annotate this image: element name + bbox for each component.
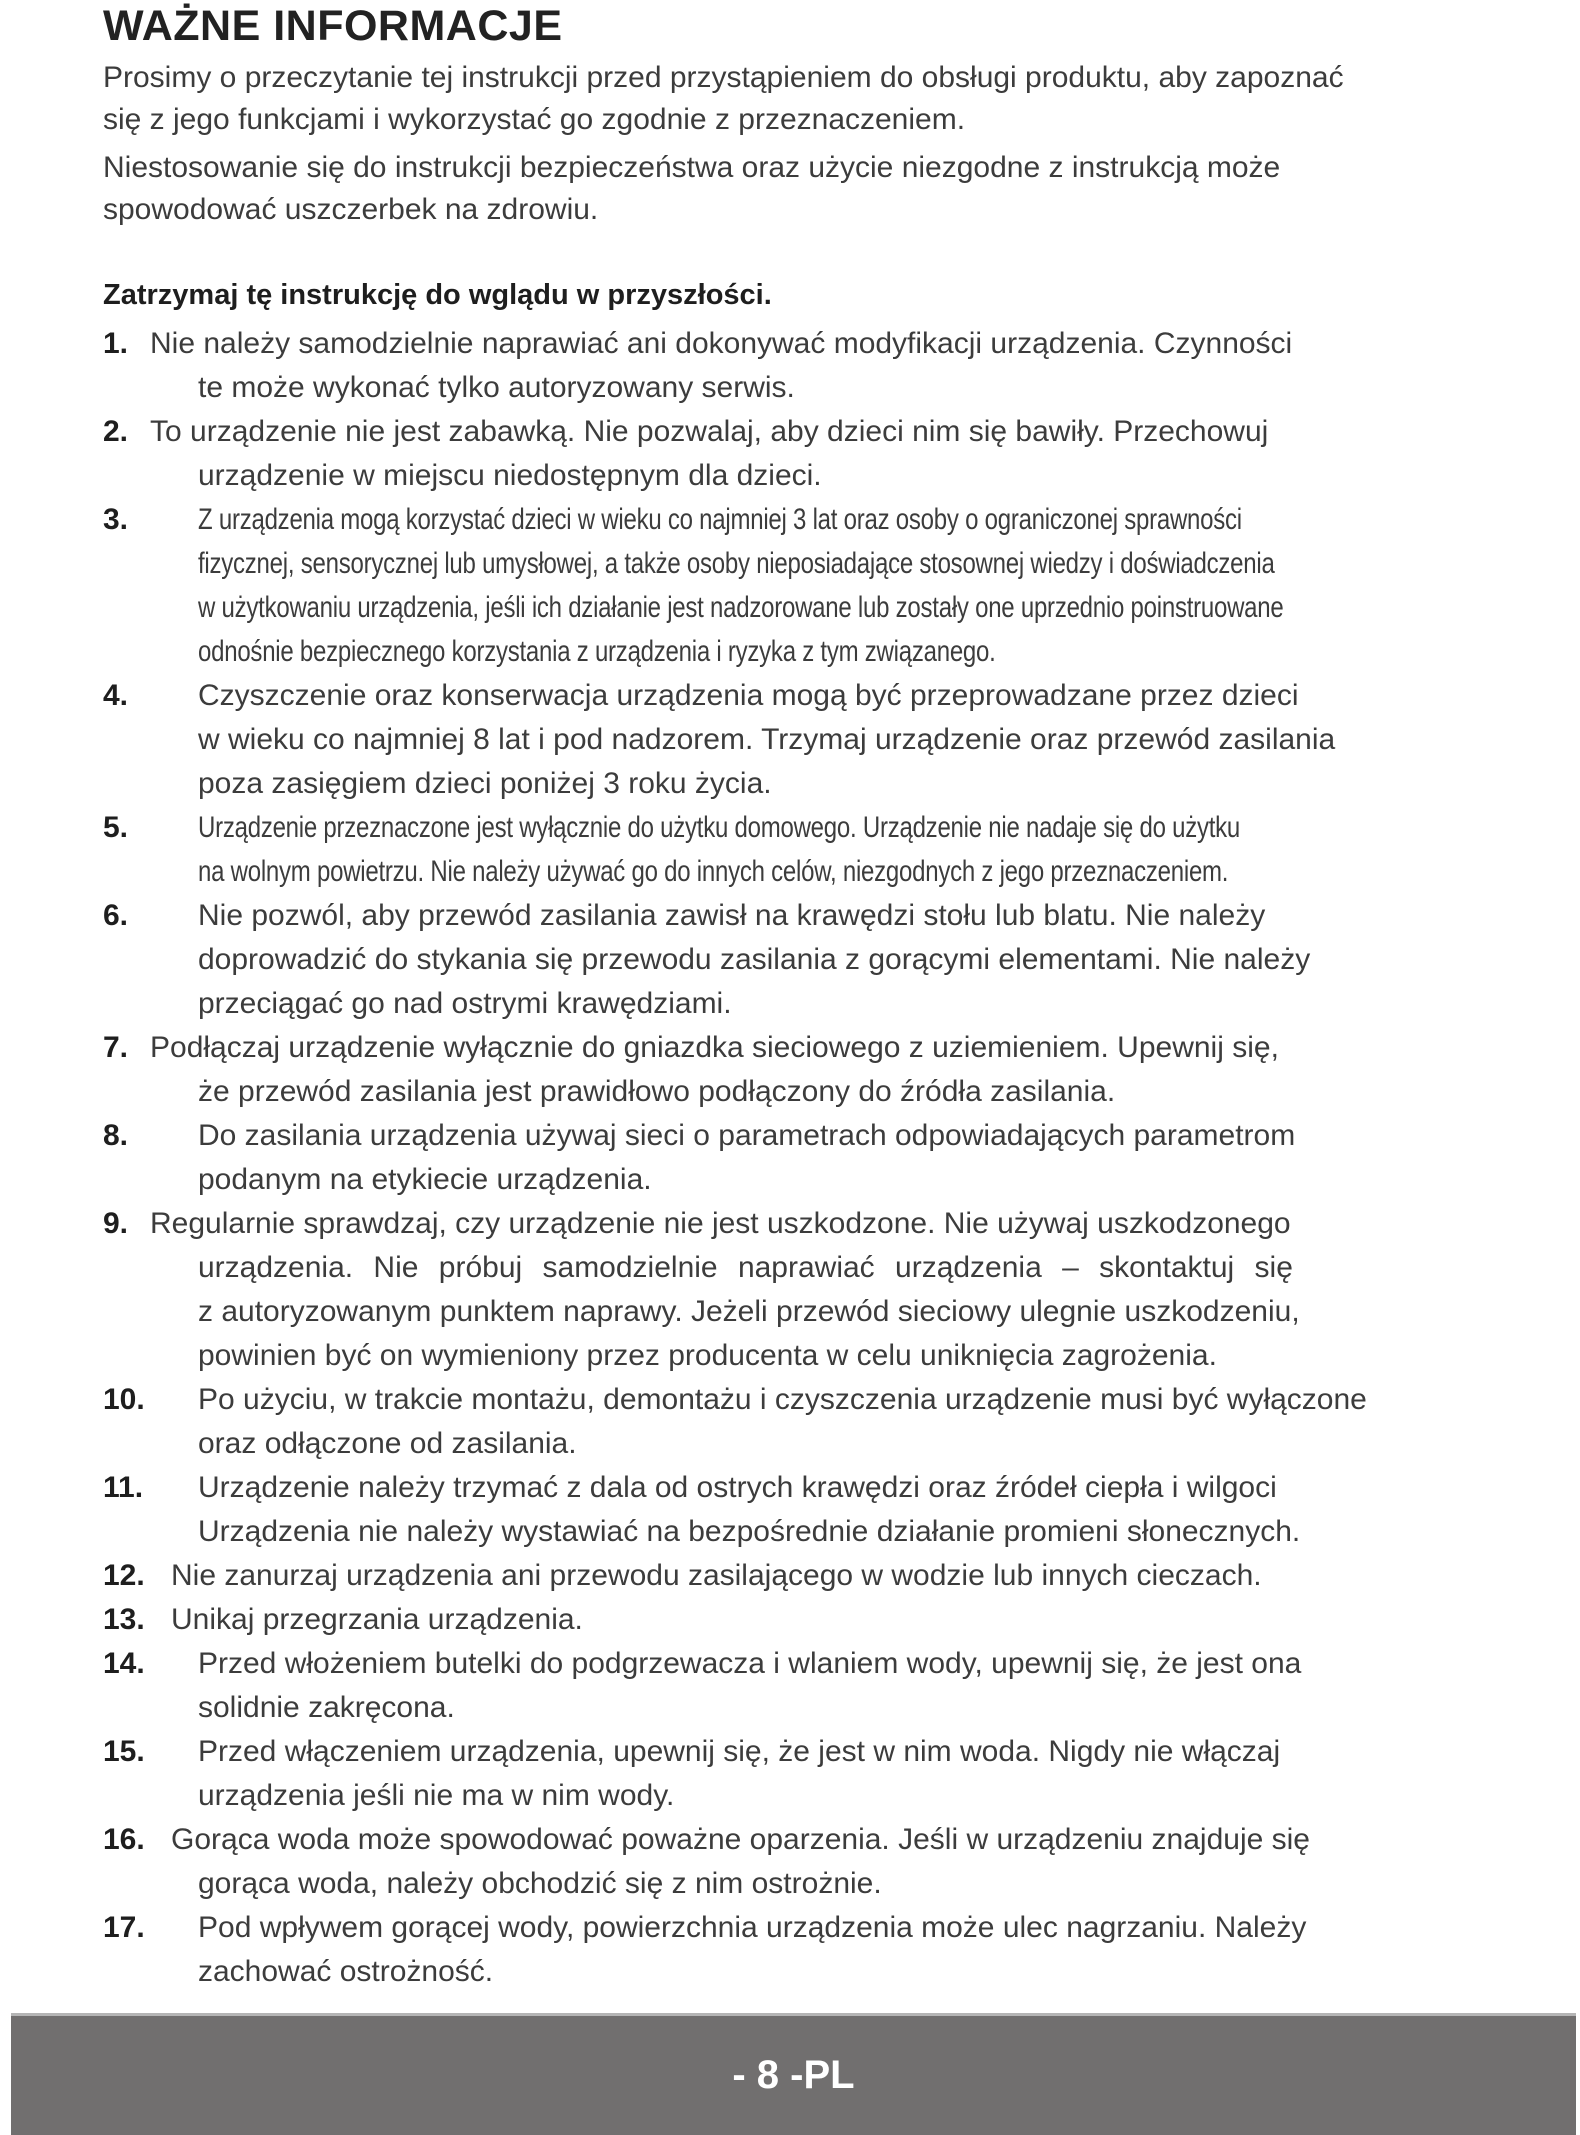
item-number: 5. (103, 811, 129, 844)
intro-line: Prosimy o przeczytanie tej instrukcji przed przystąpieniem do obsługi produktu, aby zapoznać (103, 61, 1344, 94)
item-number: 15. (103, 1735, 145, 1768)
item-text-line: poza zasięgiem dzieci poniżej 3 roku życia. (198, 767, 772, 800)
safety-item (0, 806, 1580, 894)
item-text-line: powinien być on wymieniony przez producenta w celu uniknięcia zagrożenia. (198, 1339, 1217, 1372)
item-number: 11. (103, 1471, 144, 1504)
intro-paragraph (103, 147, 1563, 231)
item-text-line: w użytkowaniu urządzenia, jeśli ich działanie jest nadzorowane lub zostały one uprzednio poinstruowane (198, 591, 1284, 624)
item-text-line: Urządzenie należy trzymać z dala od ostrych krawędzi oraz źródeł ciepła i wilgoci (198, 1471, 1277, 1504)
item-text-line: urządzenia jeśli nie ma w nim wody. (198, 1779, 675, 1812)
item-number: 14. (103, 1647, 145, 1680)
safety-item (0, 410, 1580, 498)
page-footer (11, 2013, 1576, 2135)
item-number: 3. (103, 503, 129, 536)
item-text-line: fizycznej, sensorycznej lub umysłowej, a także osoby nieposiadające stosownej wiedzy i doświadczenia (198, 547, 1275, 580)
safety-item (0, 1026, 1580, 1114)
item-text-line: Nie zanurzaj urządzenia ani przewodu zasilającego w wodzie lub innych cieczach. (171, 1559, 1262, 1592)
safety-item (0, 1466, 1580, 1554)
item-text-line: Przed włożeniem butelki do podgrzewacza i wlaniem wody, upewnij się, że jest ona (198, 1647, 1302, 1680)
item-text-line: Urządzenia nie należy wystawiać na bezpośrednie działanie promieni słonecznych. (198, 1515, 1301, 1548)
item-number: 9. (103, 1207, 129, 1240)
item-text-line: Czyszczenie oraz konserwacja urządzenia mogą być przeprowadzane przez dzieci (198, 679, 1299, 712)
item-number: 4. (103, 679, 129, 712)
safety-item (0, 498, 1580, 674)
intro-line: się z jego funkcjami i wykorzystać go zgodnie z przeznaczeniem. (103, 103, 966, 136)
item-text-line: Gorąca woda może spowodować poważne oparzenia. Jeśli w urządzeniu znajduje się (171, 1823, 1310, 1856)
safety-item (0, 1554, 1580, 1598)
item-text-line: urządzenie w miejscu niedostępnym dla dzieci. (198, 459, 822, 492)
item-text-line: doprowadzić do stykania się przewodu zasilania z gorącymi elementami. Nie należy (198, 943, 1311, 976)
safety-item (0, 1378, 1580, 1466)
item-number: 2. (103, 415, 129, 448)
item-text-line: że przewód zasilania jest prawidłowo podłączony do źródła zasilania. (198, 1075, 1116, 1108)
item-number: 13. (103, 1603, 145, 1636)
item-text-line: podanym na etykiecie urządzenia. (198, 1163, 652, 1196)
item-text-line: urządzenia. Nie próbuj samodzielnie naprawiać urządzenia – skontaktuj się (198, 1251, 1293, 1284)
item-text-line: Urządzenie przeznaczone jest wyłącznie do użytku domowego. Urządzenie nie nadaje się do użytku (198, 811, 1241, 844)
safety-item (0, 1906, 1580, 1994)
item-text-line: Pod wpływem gorącej wody, powierzchnia urządzenia może ulec nagrzaniu. Należy (198, 1911, 1307, 1944)
safety-item (0, 1114, 1580, 1202)
safety-item (0, 322, 1580, 410)
safety-item (0, 1730, 1580, 1818)
item-text-line: Nie pozwól, aby przewód zasilania zawisł na krawędzi stołu lub blatu. Nie należy (198, 899, 1266, 932)
item-text-line: solidnie zakręcona. (198, 1691, 455, 1724)
item-text-line: Po użyciu, w trakcie montażu, demontażu i czyszczenia urządzenie musi być wyłączone (198, 1383, 1367, 1416)
safety-list (0, 322, 1580, 1994)
item-text-line: Podłączaj urządzenie wyłącznie do gniazdka sieciowego z uziemieniem. Upewnij się, (150, 1031, 1279, 1064)
item-text-line: w wieku co najmniej 8 lat i pod nadzorem. Trzymaj urządzenie oraz przewód zasilania (198, 723, 1336, 756)
intro-line: spowodować uszczerbek na zdrowiu. (103, 193, 599, 226)
safety-item (0, 674, 1580, 806)
item-text-line: Regularnie sprawdzaj, czy urządzenie nie jest uszkodzone. Nie używaj uszkodzonego (150, 1207, 1291, 1240)
intro-line: Niestosowanie się do instrukcji bezpieczeństwa oraz użycie niezgodne z instrukcją może (103, 151, 1281, 184)
item-text-line: te może wykonać tylko autoryzowany serwis. (198, 371, 795, 404)
item-text-line: na wolnym powietrzu. Nie należy używać go do innych celów, niezgodnych z jego przeznaczeniem. (198, 855, 1229, 888)
safety-item (0, 894, 1580, 1026)
item-text-line: Przed włączeniem urządzenia, upewnij się, że jest w nim woda. Nigdy nie włączaj (198, 1735, 1281, 1768)
item-text-line: zachować ostrożność. (198, 1955, 494, 1988)
item-text-line: Z urządzenia mogą korzystać dzieci w wieku co najmniej 3 lat oraz osoby o ograniczonej sprawności (198, 503, 1242, 536)
item-text-line: Do zasilania urządzenia używaj sieci o parametrach odpowiadających parametrom (198, 1119, 1296, 1152)
item-number: 7. (103, 1031, 129, 1064)
safety-item (0, 1818, 1580, 1906)
item-text-line: z autoryzowanym punktem naprawy. Jeżeli przewód sieciowy ulegnie uszkodzeniu, (198, 1295, 1300, 1328)
safety-item (0, 1598, 1580, 1642)
item-text-line: Unikaj przegrzania urządzenia. (171, 1603, 583, 1636)
intro-text (103, 57, 1563, 237)
page-number: - 8 -PL (732, 2053, 855, 2097)
page-title: WAŻNE INFORMACJE (103, 2, 563, 50)
item-number: 6. (103, 899, 129, 932)
item-number: 10. (103, 1383, 145, 1416)
item-text-line: oraz odłączone od zasilania. (198, 1427, 577, 1460)
item-number: 12. (103, 1559, 145, 1592)
item-number: 16. (103, 1823, 145, 1856)
item-text-line: gorąca woda, należy obchodzić się z nim ostrożnie. (198, 1867, 882, 1900)
item-number: 1. (103, 327, 129, 360)
item-text-line: odnośnie bezpiecznego korzystania z urządzenia i ryzyka z tym związanego. (198, 635, 996, 668)
item-text-line: Nie należy samodzielnie naprawiać ani dokonywać modyfikacji urządzenia. Czynności (150, 327, 1293, 360)
safety-item (0, 1642, 1580, 1730)
keep-instructions-notice: Zatrzymaj tę instrukcję do wglądu w przyszłości. (103, 279, 772, 311)
safety-item (0, 1202, 1580, 1378)
item-text-line: To urządzenie nie jest zabawką. Nie pozwalaj, aby dzieci nim się bawiły. Przechowuj (150, 415, 1269, 448)
item-number: 17. (103, 1911, 145, 1944)
item-text-line: przeciągać go nad ostrymi krawędziami. (198, 987, 732, 1020)
intro-paragraph (103, 57, 1563, 141)
item-number: 8. (103, 1119, 129, 1152)
